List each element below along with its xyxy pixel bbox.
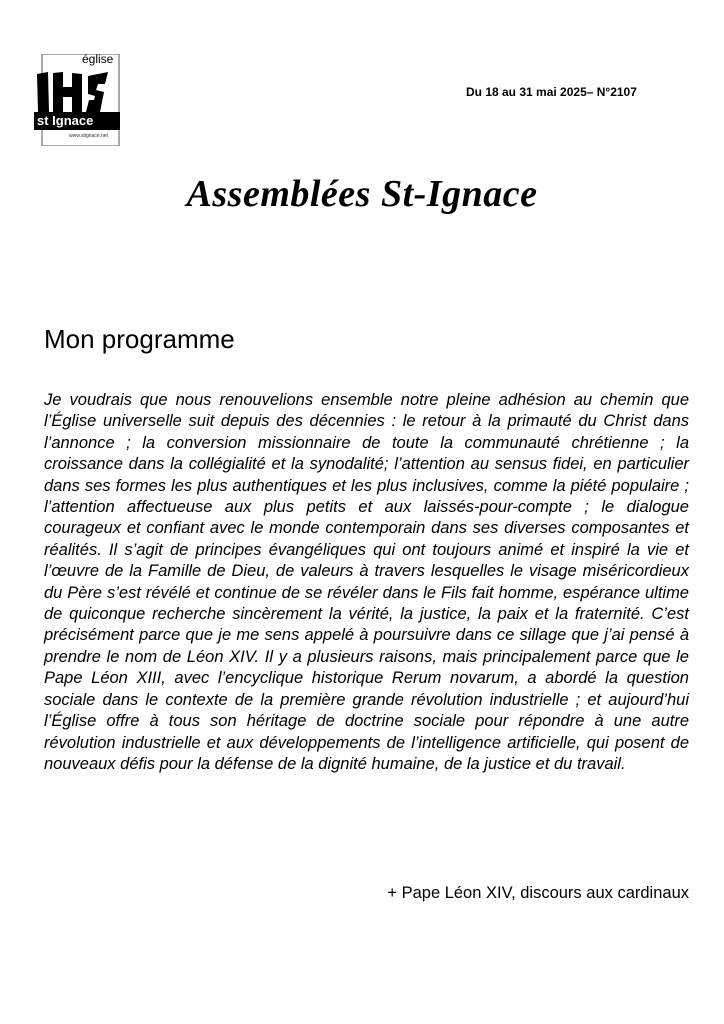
issue-date-number: Du 18 au 31 mai 2025– N°2107 [466, 85, 637, 99]
parish-logo [34, 54, 120, 146]
signature-line: + Pape Léon XIV, discours aux cardinaux [387, 884, 689, 902]
logo-url: www.stignace.net [69, 133, 108, 139]
logo-eglise-text: église [82, 52, 114, 66]
section-heading: Mon programme [44, 324, 235, 354]
page-title: Assemblées St-Ignace [186, 173, 538, 215]
logo-st-ignace-bar: st Ignace [34, 112, 120, 130]
body-paragraph: Je voudrais que nous renouvelions ensemble notre pleine adhésion au chemin que l’Église universelle suit depuis des décennies : le retour à la primauté du Christ dans l’annonce ; la conversion missionnaire de toute la communauté chrétienne ; la croissance dans la collégialité et la synodalité; l’attention au sensus fidei, en particulier dans ses formes les plus authentiques et les plus inclusives, comme la piété populaire ; l’attention affectueuse aux plus petits et aux laissés-pour-compte ; le dialogue courageux et confiant avec le monde contemporain dans ses diverses composantes et réalités. Il s’agit de principes évangéliques qui ont toujours animé et inspiré la vie et l’œuvre de la Famille de Dieu, de valeurs à travers lesquelles le visage miséricordieux du Père s’est révélé et continue de se révéler dans le Fils fait homme, espérance ultime de quiconque recherche sincèrement la vérité, la justice, la paix et la fraternité. C’est précisément parce que je me sens appelé à poursuivre dans ce sillage que j’ai pensé à prendre le nom de Léon XIV. Il y a plusieurs raisons, mais principalement parce que le Pape Léon XIII, avec l’encyclique historique Rerum novarum, a abordé la question sociale dans le contexte de la première grande révolution industrielle ; et aujourd’hui l’Église offre à tous son héritage de doctrine sociale pour répondre à une autre révolution industrielle et aux développements de l’intelligence artificielle, qui posent de nouveaux défis pour la défense de la dignité humaine, de la justice et du travail. [44, 391, 689, 773]
